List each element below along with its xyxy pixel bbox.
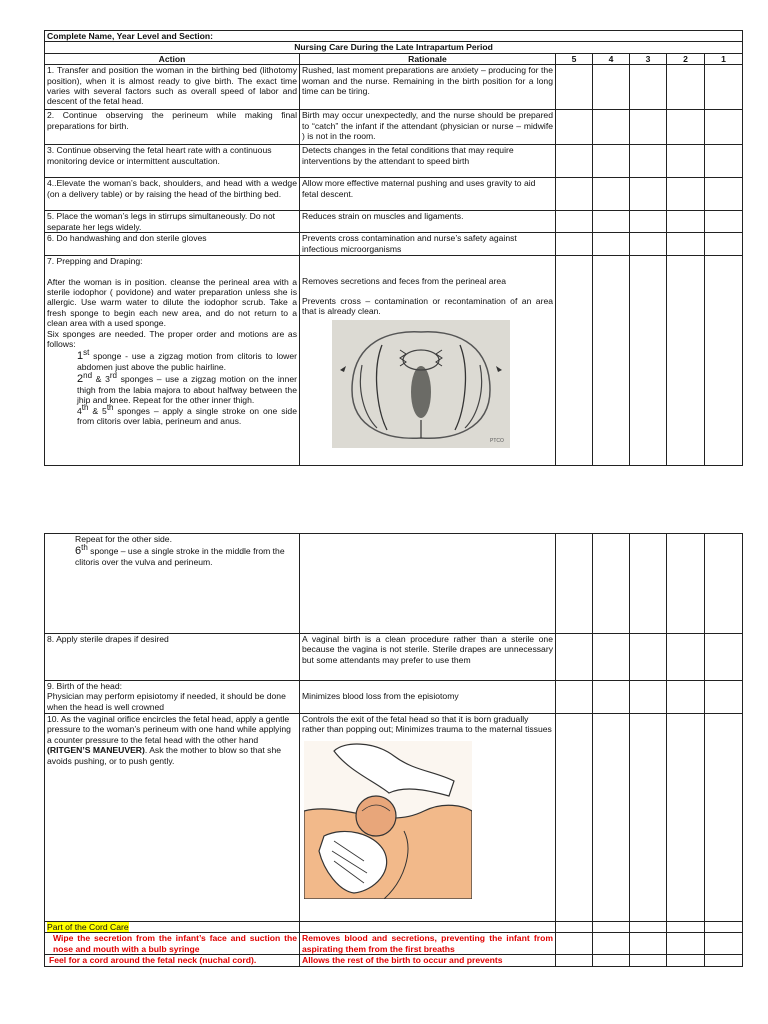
score-cell[interactable] — [705, 922, 743, 933]
rationale-text: Prevents cross – contamination or recontamination of an area that is already clean. — [302, 295, 553, 317]
score-cell[interactable] — [705, 634, 743, 681]
rationale-cell — [300, 681, 556, 714]
table-row — [45, 922, 743, 933]
action-cell — [45, 922, 300, 933]
score-cell[interactable] — [667, 145, 705, 178]
rationale-text: Removes secretions and feces from the perineal area — [302, 276, 506, 287]
score-cell[interactable] — [630, 922, 667, 933]
rationale-cell — [300, 534, 556, 634]
score-cell[interactable] — [593, 922, 630, 933]
score-cell[interactable] — [667, 714, 705, 922]
action-cell: 6. Do handwashing and don sterile gloves — [45, 233, 300, 256]
score-cell[interactable] — [556, 681, 593, 714]
rationale-cell: Detects changes in the fetal conditions that may require interventions by the attendant to speed birth — [300, 145, 556, 178]
repeat-note: Repeat for the other side. — [75, 534, 172, 544]
action-header: Action — [45, 53, 300, 64]
rationale-cell — [300, 714, 556, 922]
table-row — [45, 534, 743, 634]
action-cell: 3. Continue observing the fetal heart rate with a continuous monitoring device or intermittent auscultation. — [45, 145, 300, 178]
rationale-cell: Removes blood and secretions, preventing the infant from aspirating them from the first breaths — [300, 933, 556, 955]
table-row — [45, 110, 743, 145]
image-caption: PTCO — [490, 438, 504, 445]
score-header-5: 5 — [556, 53, 593, 64]
action-cell: 8. Apply sterile drapes if desired — [45, 634, 300, 681]
score-cell[interactable] — [705, 714, 743, 922]
prep-paragraph: After the woman is in position. cleanse the perineal area with a sterile iodophor ( povidone) and water preparation unless she is allergic. Use warm water to dilute the iodophor scrub. Take a fresh sponge to begin each new area, and do not return to a clean area with a used sponge. — [47, 276, 297, 329]
score-cell[interactable] — [705, 256, 743, 466]
table-row — [45, 256, 743, 466]
action-cell: Wipe the secretion from the infant’s face and suction the nose and mouth with a bulb syringe — [45, 933, 300, 955]
score-header-4: 4 — [593, 53, 630, 64]
score-cell[interactable] — [630, 534, 667, 634]
score-cell[interactable] — [556, 256, 593, 466]
score-cell[interactable] — [630, 110, 667, 145]
score-cell[interactable] — [556, 922, 593, 933]
ritgens-maneuver: (RITGEN’S MANEUVER) — [47, 745, 145, 756]
score-cell[interactable] — [667, 65, 705, 110]
action-cell: 10. As the vaginal orifice encircles the fetal head, apply a gentle pressure to the woman’s perineum with one hand while applying a counter pressure to the fetal head with the other hand (RITGEN’S MANEUVER). Ask the mother to blow so that she avoids pushing, or to push gently. — [45, 714, 300, 922]
score-cell[interactable] — [593, 634, 630, 681]
checklist-table-1 — [44, 30, 743, 466]
cord-care-label: Part of the Cord Care — [47, 922, 129, 932]
score-cell[interactable] — [593, 256, 630, 466]
score-cell[interactable] — [630, 145, 667, 178]
score-cell[interactable] — [556, 534, 593, 634]
score-cell[interactable] — [593, 211, 630, 233]
perineal-cleansing-diagram-image — [332, 320, 510, 448]
score-cell[interactable] — [667, 634, 705, 681]
score-cell[interactable] — [556, 211, 593, 233]
action-cell: 2. Continue observing the perineum while making final preparations for birth. — [45, 110, 300, 145]
score-cell[interactable] — [705, 110, 743, 145]
checklist-table-2 — [44, 533, 743, 967]
score-cell[interactable] — [556, 233, 593, 256]
score-cell[interactable] — [593, 65, 630, 110]
score-header-2: 2 — [667, 53, 705, 64]
table-title: Nursing Care During the Late Intrapartum Period — [45, 42, 743, 53]
action-cell: 9. Birth of the head: Physician may perform episiotomy if needed, it should be done when the head is well crowned — [45, 681, 300, 714]
table-row — [45, 65, 743, 110]
sponge-2-3: 2nd & 3rd sponges – use a zigzag motion on the inner thigh from the labia majora to about halfway between the jhip and knee. Repeat for the other inner thigh. — [77, 371, 297, 406]
score-cell[interactable] — [630, 634, 667, 681]
rationale-cell: Prevents cross contamination and nurse’s safety against infectious microorganisms — [300, 233, 556, 256]
score-cell[interactable] — [630, 714, 667, 922]
table-row — [45, 681, 743, 714]
score-cell[interactable] — [593, 178, 630, 211]
score-cell[interactable] — [556, 110, 593, 145]
score-cell[interactable] — [667, 110, 705, 145]
rationale-cell: A vaginal birth is a clean procedure rather than a sterile one because the vagina is not sterile. Sterile drapes are unnecessary but some attendants may prefer to use them — [300, 634, 556, 681]
score-cell[interactable] — [667, 955, 705, 966]
score-cell[interactable] — [667, 922, 705, 933]
score-cell[interactable] — [556, 955, 593, 966]
score-cell[interactable] — [630, 178, 667, 211]
score-cell[interactable] — [556, 933, 593, 955]
score-cell[interactable] — [667, 933, 705, 955]
name-line: Complete Name, Year Level and Section: — [45, 31, 743, 42]
score-cell[interactable] — [593, 534, 630, 634]
score-cell[interactable] — [593, 145, 630, 178]
action-cell: 5. Place the woman’s legs in stirrups simultaneously. Do not separate her legs widely. — [45, 211, 300, 233]
table-row — [45, 145, 743, 178]
table-row — [45, 211, 743, 233]
table-row — [45, 714, 743, 922]
score-cell[interactable] — [556, 145, 593, 178]
score-cell[interactable] — [630, 233, 667, 256]
score-cell[interactable] — [705, 178, 743, 211]
score-cell[interactable] — [705, 933, 743, 955]
score-cell[interactable] — [705, 534, 743, 634]
rationale-cell: Reduces strain on muscles and ligaments. — [300, 211, 556, 233]
action-cell: Feel for a cord around the fetal neck (nuchal cord). — [45, 955, 300, 966]
rationale-text: Minimizes blood loss from the episiotomy — [302, 691, 459, 701]
score-header-1: 1 — [705, 53, 743, 64]
rationale-header: Rationale — [300, 53, 556, 64]
score-cell[interactable] — [556, 714, 593, 922]
score-cell[interactable] — [667, 233, 705, 256]
sponge-6: 6th sponge – use a single stroke in the middle from the clitoris over the vulva and perineum. — [75, 543, 285, 567]
sponge-1: 1st sponge - use a zigzag motion from clitoris to lower abdomen just above the public hairline. — [77, 348, 297, 372]
score-cell[interactable] — [593, 110, 630, 145]
rationale-cell: Rushed, last moment preparations are anxiety – producing for the woman and the nurse. Remaining in the birth position for a long time can be tiring. — [300, 65, 556, 110]
score-cell[interactable] — [705, 955, 743, 966]
rationale-cell: Allow more effective maternal pushing and uses gravity to aid fetal descent. — [300, 178, 556, 211]
score-cell[interactable] — [593, 681, 630, 714]
score-cell[interactable] — [593, 955, 630, 966]
score-cell[interactable] — [556, 634, 593, 681]
score-cell[interactable] — [667, 256, 705, 466]
rationale-cell — [300, 922, 556, 933]
table-row — [45, 933, 743, 955]
score-cell[interactable] — [705, 233, 743, 256]
action-cell — [45, 534, 300, 634]
sponge-4-5: 4th & 5th sponges – apply a single stroke on one side from clitoris over labia, perineum and anus. — [77, 402, 297, 426]
score-cell[interactable] — [705, 211, 743, 233]
score-cell[interactable] — [630, 681, 667, 714]
score-cell[interactable] — [593, 933, 630, 955]
score-cell[interactable] — [556, 178, 593, 211]
score-cell[interactable] — [667, 681, 705, 714]
table-row — [45, 955, 743, 966]
table-row — [45, 233, 743, 256]
score-cell[interactable] — [593, 714, 630, 922]
score-cell[interactable] — [630, 256, 667, 466]
rationale-cell: Birth may occur unexpectedly, and the nurse should be prepared to “catch” the infant if the attendant (physician or nurse – midwife ) is not in the room. — [300, 110, 556, 145]
ritgens-maneuver-illustration-image — [304, 741, 472, 899]
action-cell — [45, 256, 300, 466]
score-cell[interactable] — [630, 65, 667, 110]
score-cell[interactable] — [556, 65, 593, 110]
score-cell[interactable] — [705, 145, 743, 178]
sponge-intro: Six sponges are needed. The proper order and motions are as follows: — [47, 328, 297, 350]
score-cell[interactable] — [593, 233, 630, 256]
step-title: 7. Prepping and Draping: — [47, 256, 143, 267]
rationale-cell: Allows the rest of the birth to occur and prevents — [300, 955, 556, 966]
score-cell[interactable] — [630, 933, 667, 955]
action-cell: 4..Elevate the woman’s back, shoulders, and head with a wedge (on a delivery table) or by raising the head of the birthing bed. — [45, 178, 300, 211]
table-row — [45, 634, 743, 681]
rationale-text: Controls the exit of the fetal head so that it is born gradually rather than popping out; Minimizes trauma to the maternal tissues — [302, 714, 552, 735]
action-cell: 1. Transfer and position the woman in the birthing bed (lithotomy position), when it is almost ready to give birth. The exact time varies with several factors such as overall speed of labor and descent of the fetal head. — [45, 65, 300, 110]
score-cell[interactable] — [705, 681, 743, 714]
score-header-3: 3 — [630, 53, 667, 64]
score-cell[interactable] — [705, 65, 743, 110]
score-cell[interactable] — [667, 178, 705, 211]
score-cell[interactable] — [667, 534, 705, 634]
table-row — [45, 178, 743, 211]
score-cell[interactable] — [630, 955, 667, 966]
score-cell[interactable] — [667, 211, 705, 233]
rationale-cell — [300, 256, 556, 466]
score-cell[interactable] — [630, 211, 667, 233]
